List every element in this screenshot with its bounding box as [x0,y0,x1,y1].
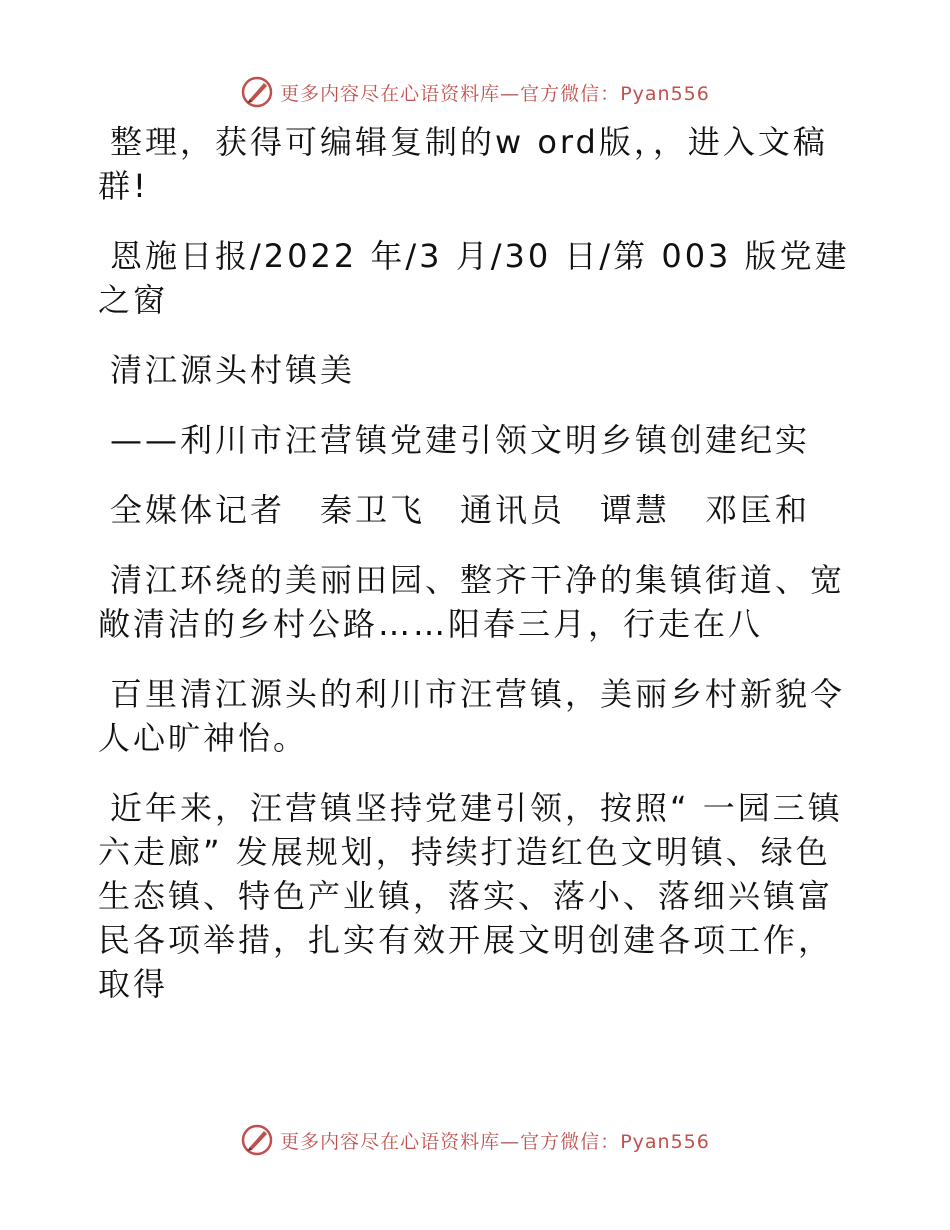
body-paragraph: 近年来，汪营镇坚持党建引领，按照“ 一园三镇六走廊” 发展规划，持续打造红色文明镇、绿色生态镇、特色产业镇，落实、落小、落细兴镇富民各项举措，扎实有效开展文明创建各项工作，取得 [98,789,843,1003]
source-line: 恩施日报/2022 年/3 月/30 日/第 003 版党建之窗 [98,237,850,319]
banner-wechat-label: 官方微信： [520,82,621,105]
article-subtitle: ——利川市汪营镇党建引领文明乡镇创建纪实 [110,421,811,459]
header-watermark-banner [0,72,950,112]
footer-watermark-banner [0,1120,950,1160]
banner-site-text: 更多内容尽在心语资料库 [280,1130,501,1153]
quill-pen-logo-icon [240,1123,274,1157]
banner-separator: — [500,1130,521,1153]
banner-site-text: 更多内容尽在心语资料库 [280,82,501,105]
article-title: 清江源头村镇美 [110,351,356,389]
document-body [98,120,858,1032]
quill-pen-logo-icon [240,75,274,109]
banner-separator: — [500,82,521,105]
banner-text [280,1127,710,1154]
body-paragraph: 百里清江源头的利川市汪营镇，美丽乡村新貌令人心旷神怡。 [98,675,846,757]
banner-wechat-id: Pyan556 [620,1130,710,1153]
body-paragraph: 清江环绕的美丽田园、整齐干净的集镇街道、宽敞清洁的乡村公路……阳春三月，行走在八 [98,561,846,643]
banner-wechat-label: 官方微信： [520,1130,621,1153]
intro-line: 整理，获得可编辑复制的w ord版，，进入文稿群! [98,123,828,205]
banner-text [280,79,710,106]
banner-wechat-id: Pyan556 [620,82,710,105]
byline: 全媒体记者 秦卫飞 通讯员 谭慧 邓匡和 [110,491,811,529]
